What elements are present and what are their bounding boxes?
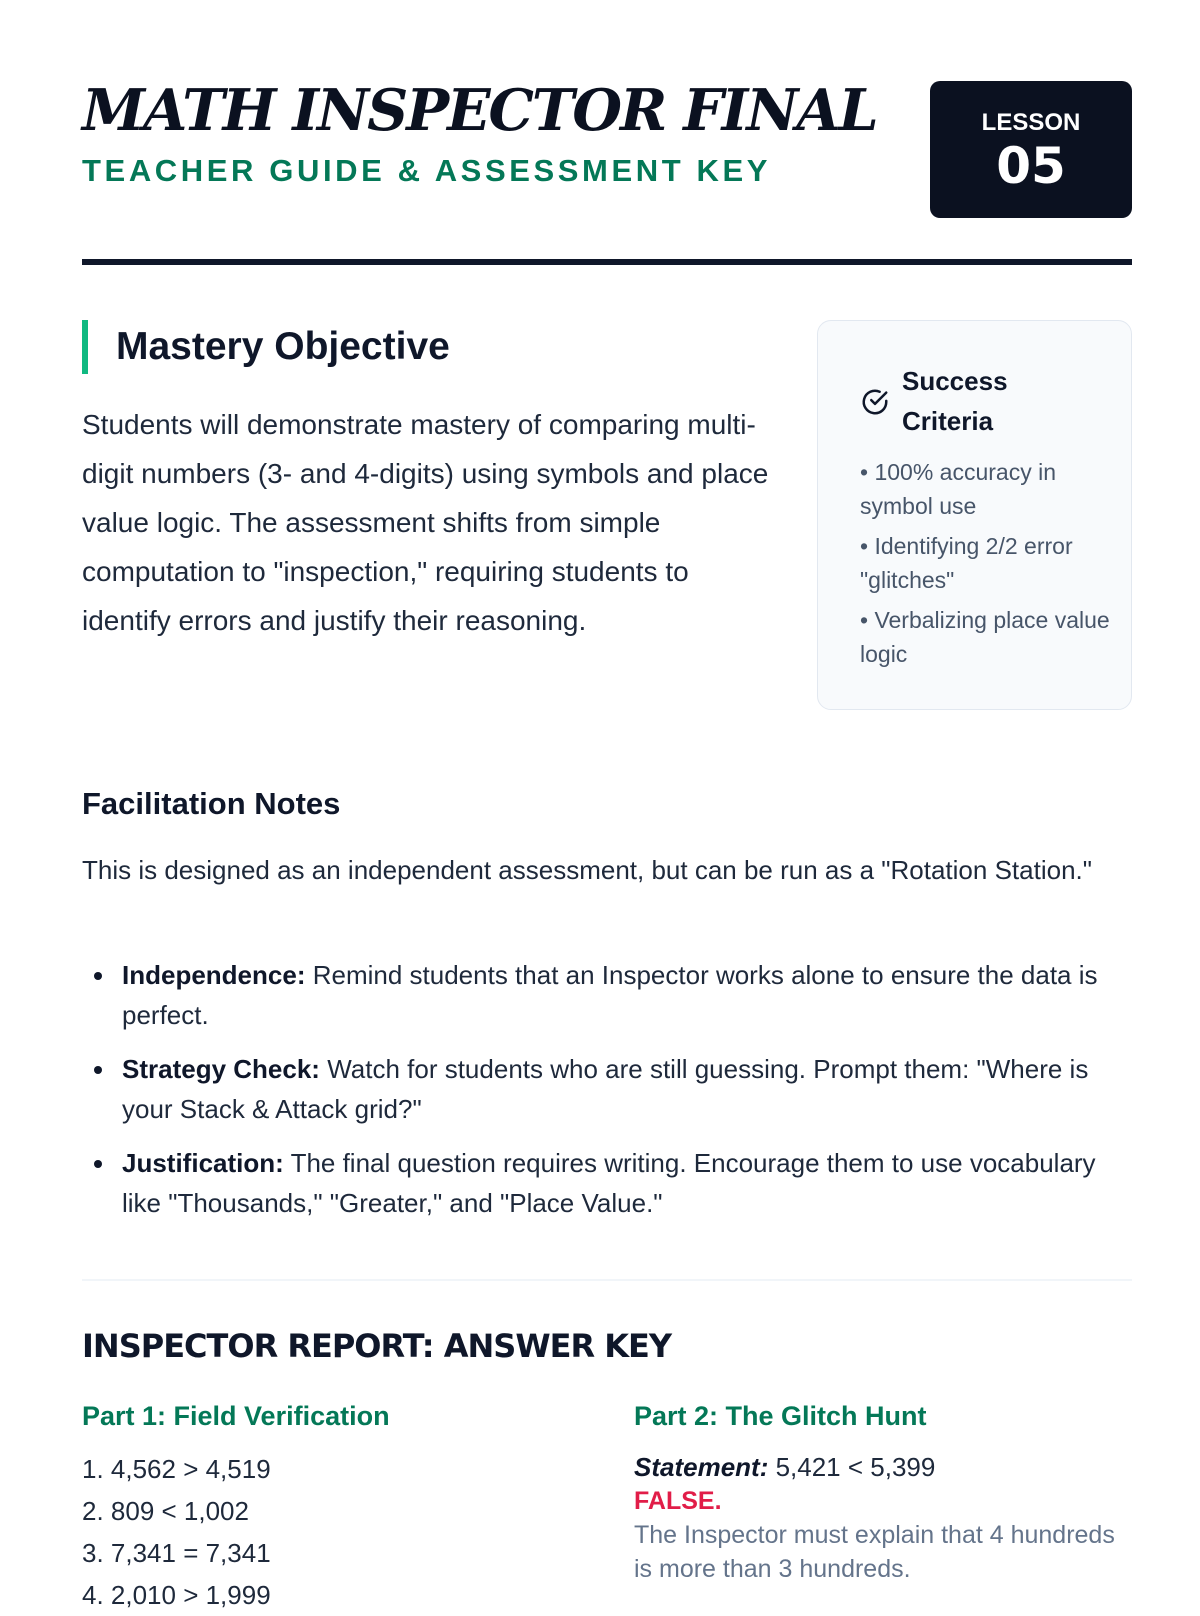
facilitation-heading: Facilitation Notes (82, 786, 341, 821)
facilitation-item-label: Justification: (122, 1148, 284, 1178)
facilitation-list (82, 955, 1132, 1237)
header (82, 0, 1132, 268)
part2-content (634, 1450, 1132, 1586)
header-divider (82, 259, 1132, 265)
lesson-label: LESSON (981, 109, 1081, 136)
criteria-item: • Identifying 2/2 error "glitches" (860, 533, 1073, 593)
objective-heading: Mastery Objective (116, 325, 450, 368)
lesson-badge (930, 81, 1132, 218)
facilitation-item-label: Strategy Check: (122, 1054, 320, 1084)
part1-heading: Part 1: Field Verification (82, 1401, 390, 1431)
answer-item: 2. 809 < 1,002 (82, 1496, 249, 1526)
facilitation-item-label: Independence: (122, 960, 306, 990)
facilitation-item-text: Watch for students who are still guessing. Prompt them: "Where is your Stack & Attack grid?" (122, 1054, 1089, 1124)
answer-item: 1. 4,562 > 4,519 (82, 1454, 271, 1484)
success-criteria-card (817, 320, 1132, 710)
facilitation-item-text: The final question requires writing. Encourage them to use vocabulary like "Thousands," "Greater," and "Place Value." (122, 1148, 1096, 1218)
objective-text: Students will demonstrate mastery of comparing multi-digit numbers (3- and 4-digits) using symbols and place value logic. The assessment shifts from simple computation to "inspection," requiring students to identify errors and justify their reasoning. (82, 409, 769, 636)
answer-item: 4. 2,010 > 1,999 (82, 1580, 271, 1610)
glitch-explanation: The Inspector must explain that 4 hundreds is more than 3 hundreds. (634, 1521, 1115, 1583)
facilitation-item (82, 955, 1132, 1035)
facilitation-item (82, 1143, 1132, 1223)
part2-heading: Part 2: The Glitch Hunt (634, 1401, 927, 1431)
success-criteria-title: Success Criteria (902, 366, 1008, 436)
answer-key-heading: INSPECTOR REPORT: ANSWER KEY (82, 1327, 672, 1365)
facilitation-intro: This is designed as an independent assessment, but can be run as a "Rotation Station." (82, 855, 1092, 885)
facilitation-item-text: Remind students that an Inspector works alone to ensure the data is perfect. (122, 960, 1098, 1030)
statement-value: 5,421 < 5,399 (768, 1452, 936, 1482)
page (82, 0, 1132, 1610)
glitch-verdict: FALSE. (634, 1487, 722, 1515)
page-title: MATH INSPECTOR FINAL (82, 77, 877, 144)
criteria-item: • 100% accuracy in symbol use (860, 459, 1056, 519)
answer-item: 3. 7,341 = 7,341 (82, 1538, 271, 1568)
success-criteria-list (860, 455, 1110, 677)
statement-label: Statement: (634, 1452, 769, 1482)
facilitation-item (82, 1049, 1132, 1129)
part1-answer-list (82, 1448, 271, 1616)
lesson-number: 05 (996, 137, 1066, 195)
criteria-item: • Verbalizing place value logic (860, 607, 1110, 667)
page-subtitle: TEACHER GUIDE & ASSESSMENT KEY (82, 153, 772, 188)
check-circle-icon (860, 387, 890, 417)
section-divider (82, 1279, 1132, 1281)
objective-accent-bar (82, 320, 88, 374)
glitch-statement (634, 1450, 1132, 1484)
